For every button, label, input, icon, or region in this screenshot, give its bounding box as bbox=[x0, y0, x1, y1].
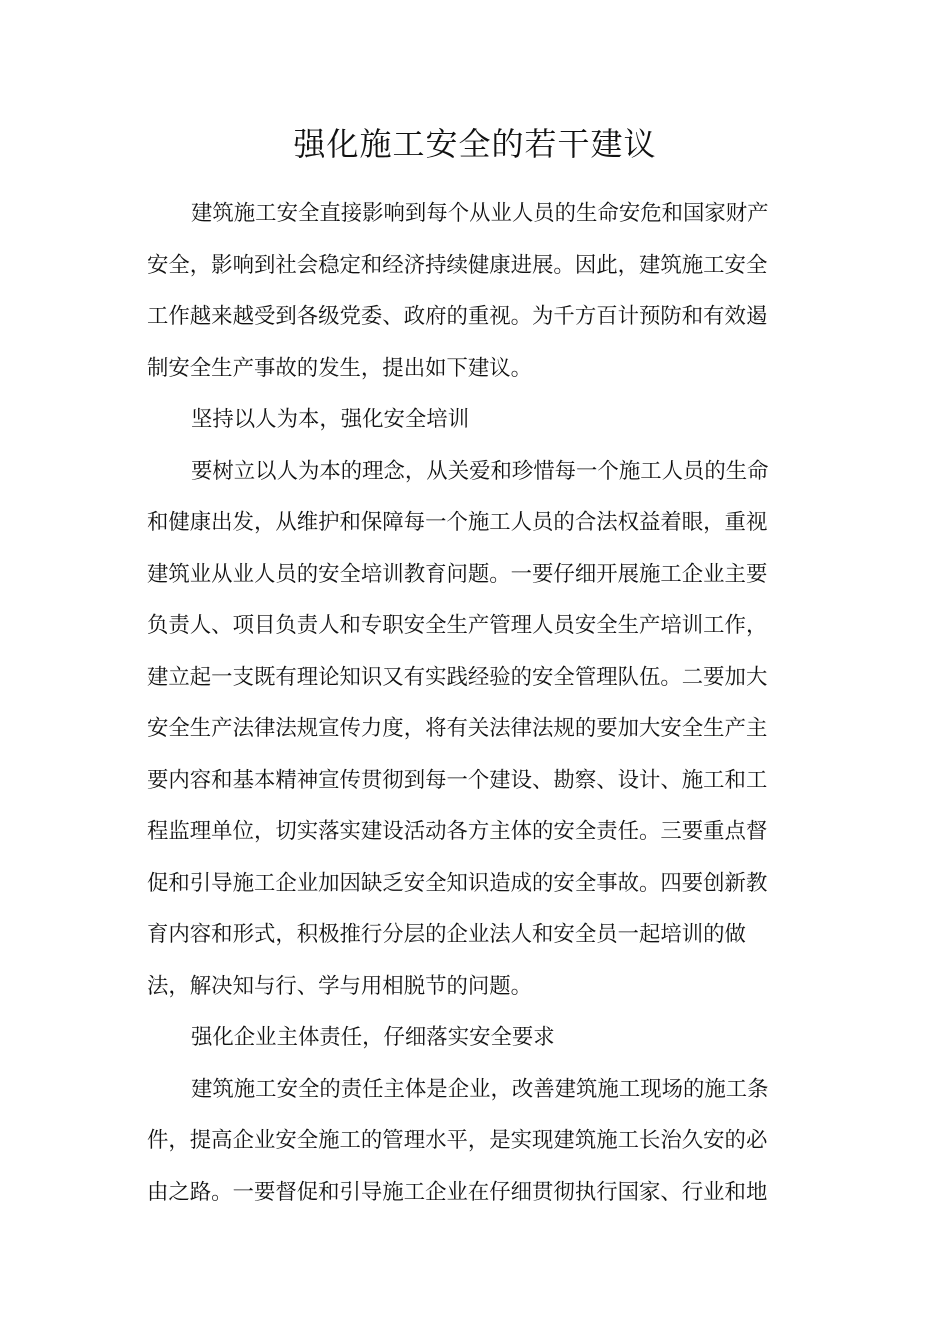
text-line: 要内容和基本精神宣传贯彻到每一个建设、勘察、设计、施工和工 bbox=[147, 768, 768, 793]
section-heading: 强化企业主体责任，仔细落实安全要求 bbox=[191, 1025, 555, 1050]
text-line: 和健康出发，从维护和保障每一个施工人员的合法权益着眼，重视 bbox=[147, 510, 768, 535]
text-line: 工作越来越受到各级党委、政府的重视。为千方百计预防和有效遏 bbox=[147, 304, 768, 329]
text-line: 负责人、项目负责人和专职安全生产管理人员安全生产培训工作， bbox=[147, 613, 768, 638]
document-title: 强化施工安全的若干建议 bbox=[293, 125, 657, 163]
text-line: 制安全生产事故的发生，提出如下建议。 bbox=[147, 356, 533, 381]
text-line: 程监理单位，切实落实建设活动各方主体的安全责任。三要重点督 bbox=[147, 819, 768, 844]
text-line: 安全生产法律法规宣传力度，将有关法律法规的要加大安全生产主 bbox=[147, 716, 768, 741]
text-line: 由之路。一要督促和引导施工企业在仔细贯彻执行国家、行业和地 bbox=[147, 1180, 768, 1205]
text-line: 法，解决知与行、学与用相脱节的问题。 bbox=[147, 974, 533, 999]
text-line: 育内容和形式，积极推行分层的企业法人和安全员一起培训的做 bbox=[147, 922, 746, 947]
text-line: 建筑施工安全的责任主体是企业，改善建筑施工现场的施工条 bbox=[191, 1077, 769, 1102]
text-line: 件，提高企业安全施工的管理水平，是实现建筑施工长治久安的必 bbox=[147, 1128, 768, 1153]
text-line: 要树立以人为本的理念，从关爱和珍惜每一个施工人员的生命 bbox=[191, 459, 769, 484]
text-line: 建立起一支既有理论知识又有实践经验的安全管理队伍。二要加大 bbox=[147, 665, 768, 690]
text-line: 建筑业从业人员的安全培训教育问题。一要仔细开展施工企业主要 bbox=[147, 562, 768, 587]
section-heading: 坚持以人为本，强化安全培训 bbox=[191, 407, 470, 432]
text-line: 促和引导施工企业加因缺乏安全知识造成的安全事故。四要创新教 bbox=[147, 871, 768, 896]
text-line: 安全，影响到社会稳定和经济持续健康进展。因此，建筑施工安全 bbox=[147, 253, 768, 278]
text-line: 建筑施工安全直接影响到每个从业人员的生命安危和国家财产 bbox=[191, 201, 769, 226]
